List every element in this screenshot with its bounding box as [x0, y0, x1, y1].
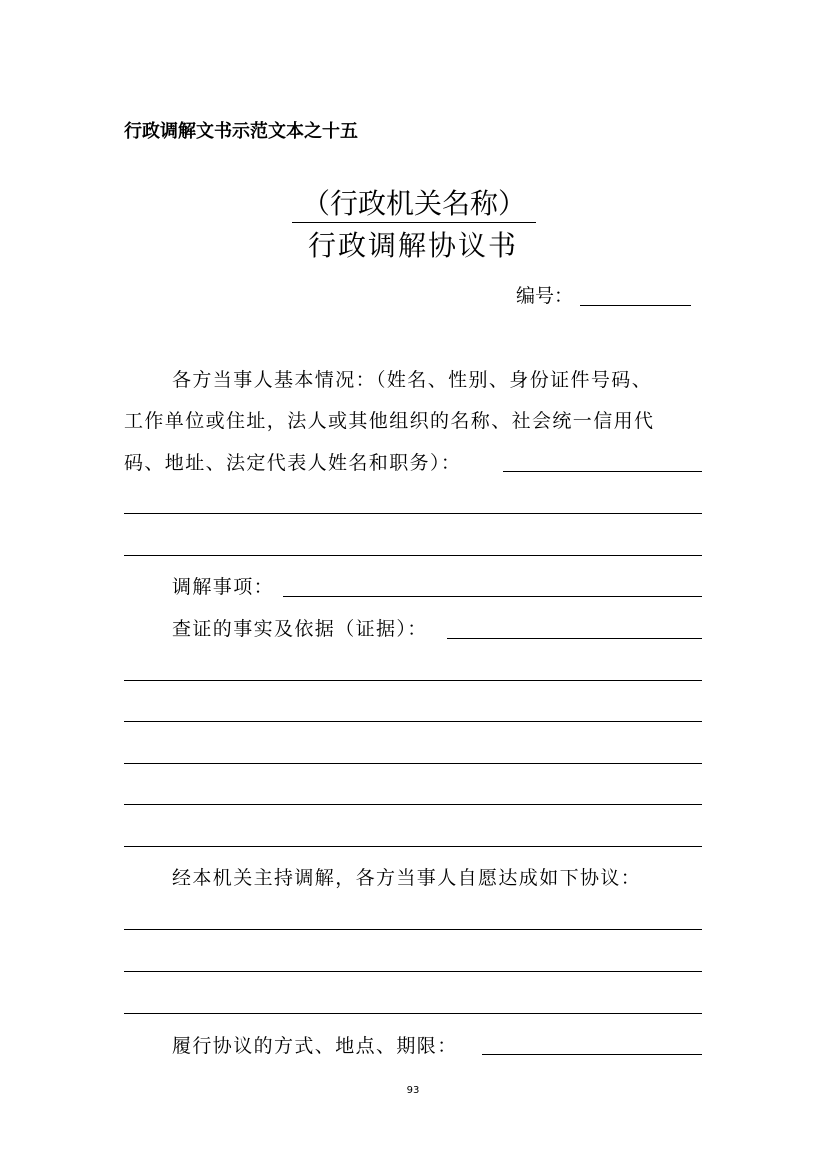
- facts-field-line[interactable]: [124, 804, 702, 805]
- agreement-field-line[interactable]: [124, 971, 702, 972]
- matter-label: 调解事项：: [172, 576, 275, 598]
- parties-text-line-2: 工作单位或住址，法人或其他组织的名称、社会统一信用代: [124, 410, 655, 432]
- page-number: 93: [406, 1085, 420, 1096]
- facts-field-line[interactable]: [124, 763, 702, 764]
- agreement-field-line[interactable]: [124, 1013, 702, 1014]
- performance-label: 履行协议的方式、地点、期限：: [172, 1035, 458, 1057]
- series-label: 行政调解文书示范文本之十五: [124, 121, 358, 142]
- parties-field-tail[interactable]: [503, 471, 702, 472]
- parties-field-line[interactable]: [124, 555, 702, 556]
- matter-field[interactable]: [283, 596, 702, 597]
- facts-label: 查证的事实及依据（证据）：: [172, 618, 428, 640]
- performance-field[interactable]: [482, 1054, 702, 1055]
- parties-text-line-1: 各方当事人基本情况：（姓名、性别、身份证件号码、: [172, 369, 653, 391]
- agreement-field-line[interactable]: [124, 929, 702, 930]
- parties-text-line-3: 码、地址、法定代表人姓名和职务）：: [124, 452, 462, 474]
- facts-field-line[interactable]: [124, 680, 702, 681]
- facts-field-line[interactable]: [124, 846, 702, 847]
- parties-field-line[interactable]: [124, 513, 702, 514]
- agreement-label: 经本机关主持调解，各方当事人自愿达成如下协议：: [172, 867, 642, 889]
- facts-field-tail[interactable]: [447, 638, 702, 639]
- number-field[interactable]: [580, 305, 691, 306]
- agency-name-placeholder: （行政机关名称）: [292, 186, 536, 223]
- facts-field-line[interactable]: [124, 721, 702, 722]
- number-label: 编号：: [516, 285, 574, 307]
- document-title: 行政调解协议书: [307, 229, 518, 262]
